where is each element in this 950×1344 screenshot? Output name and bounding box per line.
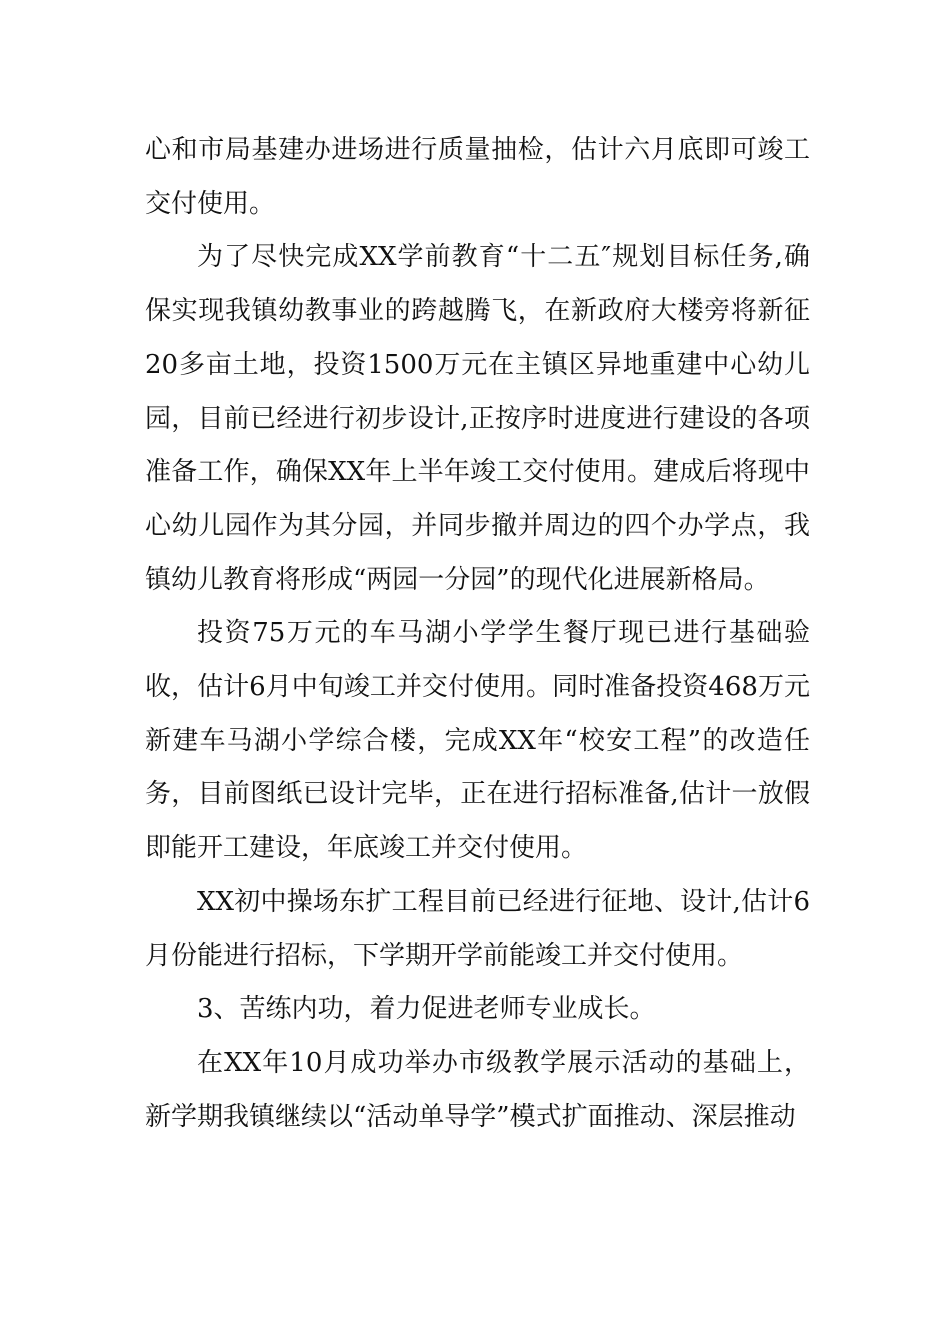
paragraph-teaching-activity: 在XX年10月成功举办市级教学展示活动的基础上，新学期我镇继续以“活动单导学”模式扩面推动、深层推动 [145,1047,810,1132]
paragraph-cheMaHu-school: 投资75万元的车马湖小学学生餐厅现已进行基础验收，估计6月中旬竣工并交付使用。同时准备投资468万元新建车马湖小学综合楼，完成XX年“校安工程”的改造任务，目前图纸已设计完毕，正在进行招标准备,估计一放假即能开工建设，年底竣工并交付使用。 [145,618,810,864]
paragraph-playground-expansion: XX初中操场东扩工程目前已经进行征地、设计,估计6月份能进行招标，下学期开学前能竣工并交付使用。 [145,886,810,971]
section-heading-teacher-growth: 3、苦练内功，着力促进老师专业成长。 [197,994,656,1025]
document-body [145,124,810,1144]
paragraph-continuation: 心和市局基建办进场进行质量抽检，估计六月底即可竣工交付使用。 [145,135,810,219]
paragraph-kindergarten-plan: 为了尽快完成XX学前教育“十二五″规划目标任务,确保实现我镇幼教事业的跨越腾飞，在新政府大楼旁将新征20多亩土地，投资1500万元在主镇区异地重建中心幼儿园，目前已经进行初步设计,正按序时进度进行建设的各项准备工作，确保XX年上半年竣工交付使用。建成后将现中心幼儿园作为其分园，并同步撤并周边的四个办学点，我镇幼儿教育将形成“两园一分园”的现代化进展新格局。 [145,242,810,595]
